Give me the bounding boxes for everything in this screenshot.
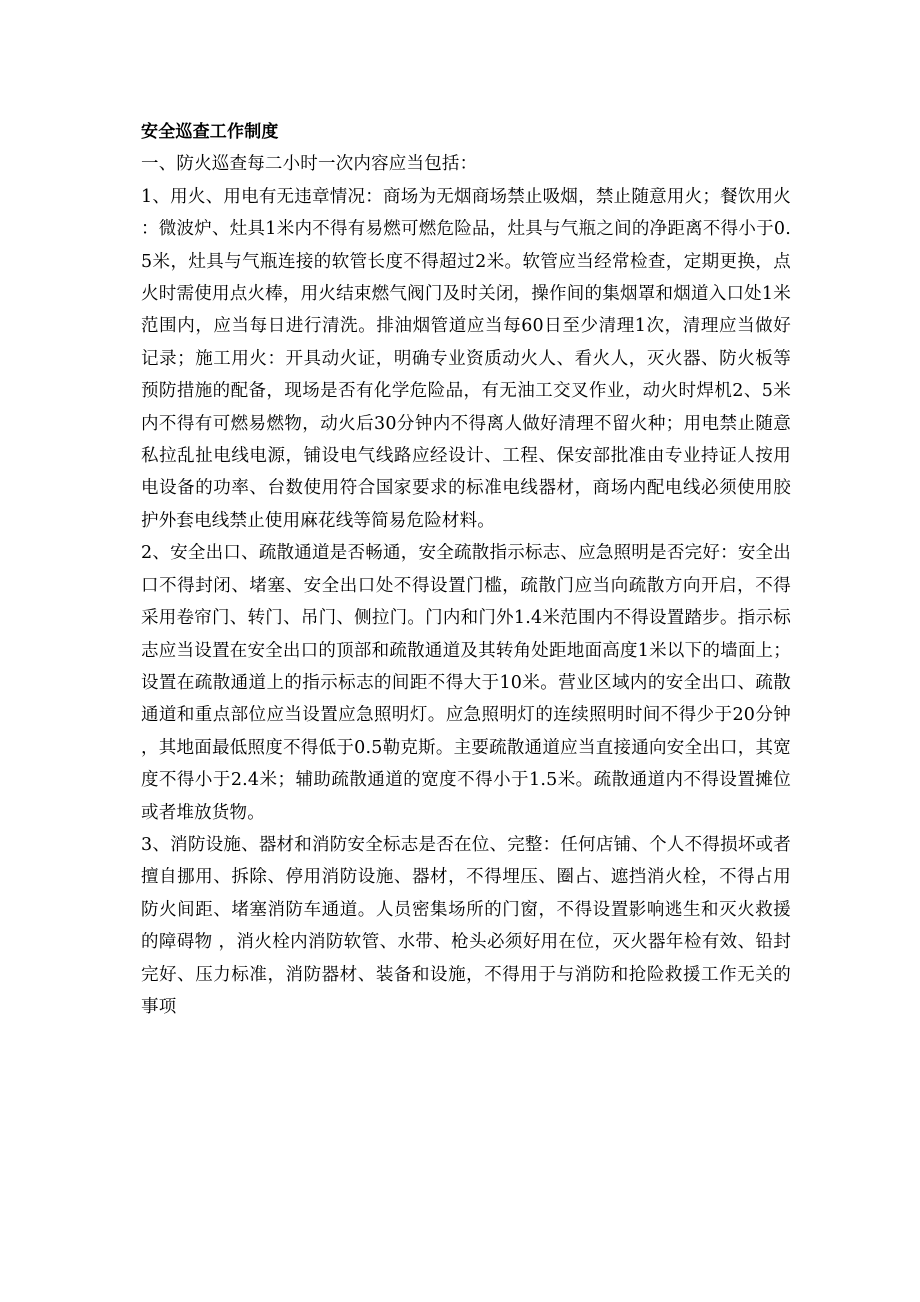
paragraph-exits-evacuation: 2、安全出口、疏散通道是否畅通，安全疏散指示标志、应急照明是否完好：安全出口不得封闭、堵塞、安全出口处不得设置门槛，疏散门应当向疏散方向开启，不得采用卷帘门、转门、吊门、侧拉门。门内和门外1.4米范围内不得设置踏步。指示标志应当设置在安全出口的顶部和疏散通道及其转角处距地面高度1米以下的墙面上；设置在疏散通道上的指示标志的间距不得大于10米。营业区域内的安全出口、疏散通道和重点部位应当设置应急照明灯。应急照明灯的连续照明时间不得少于20分钟，其地面最低照度不得低于0.5勒克斯。主要疏散通道应当直接通向安全出口，其宽度不得小于2.4米；辅助疏散通道的宽度不得小于1.5米。疏散通道内不得设置摊位或者堆放货物。 xyxy=(141,543,791,823)
paragraph-fire-equipment: 3、消防设施、器材和消防安全标志是否在位、完整：任何店铺、个人不得损坏或者擅自挪用、拆除、停用消防设施、器材，不得埋压、圈占、遮挡消火栓，不得占用防火间距、堵塞消防车通道。人员密集场所的门窗，不得设置影响逃生和灭火救援的障碍物 ，消火栓内消防软管、水带、枪头必须好用在位，灭火器年检有效、铅封完好、压力标准，消防器材、装备和设施，不得用于与消防和抢险救援工作无关的事项 xyxy=(141,834,791,1017)
section-heading: 一、防火巡查每二小时一次内容应当包括： xyxy=(141,154,478,175)
paragraph-fire-electricity: 1、用火、用电有无违章情况：商场为无烟商场禁止吸烟，禁止随意用火；餐饮用火：微波炉、灶具1米内不得有易燃可燃危险品，灶具与气瓶之间的净距离不得小于0.5米，灶具与气瓶连接的软管长度不得超过2米。软管应当经常检查，定期更换，点火时需使用点火棒，用火结束燃气阀门及时关闭，操作间的集烟罩和烟道入口处1米范围内，应当每日进行清洗。排油烟管道应当每60日至少清理1次，清理应当做好记录；施工用火：开具动火证，明确专业资质动火人、看火人，灭火器、防火板等预防措施的配备，现场是否有化学危险品，有无油工交叉作业，动火时焊机2、5米内不得有可燃易燃物，动火后30分钟内不得离人做好清理不留火种；用电禁止随意私拉乱扯电线电源，铺设电气线路应经设计、工程、保安部批准由专业持证人按用电设备的功率、台数使用符合国家要求的标准电线器材，商场内配电线必须使用胶护外套电线禁止使用麻花线等简易危险材料。 xyxy=(141,186,791,531)
document-body xyxy=(141,116,791,1023)
document-title: 安全巡查工作制度 xyxy=(141,122,279,142)
